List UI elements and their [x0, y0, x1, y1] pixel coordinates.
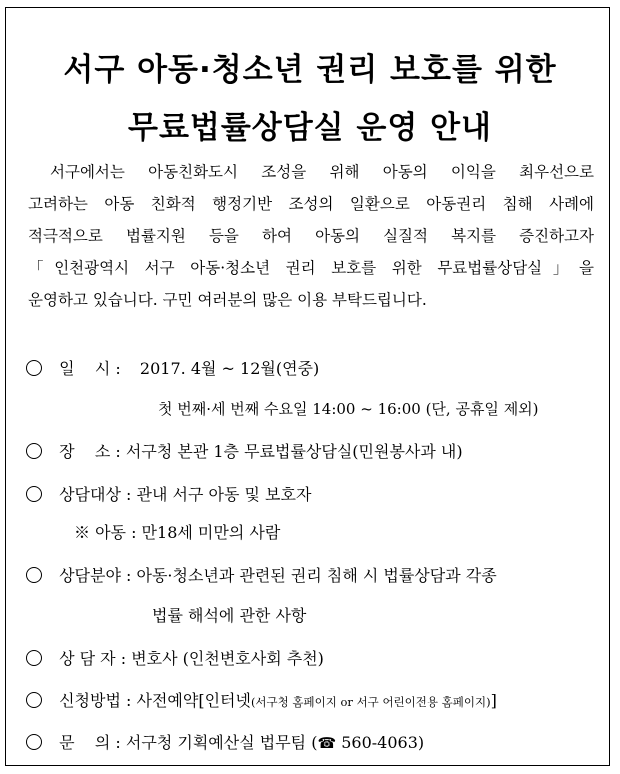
item-place-value: 서구청 본관 1층 무료법률상담실(민원봉사과 내) [125, 442, 463, 461]
intro-line-4: 「인천광역시 서구 아동·청소년 권리 보호를 위한 무료법률상담실」을 [28, 259, 594, 277]
item-target [26, 482, 311, 505]
item-target-note: ※ 아동 : 만18세 미만의 사람 [74, 523, 281, 542]
item-contact [26, 730, 424, 753]
intro-line-2: 고려하는 아동 친화적 행정기반 조성의 일환으로 아동권리 침해 사례에 [28, 195, 594, 213]
circle-bullet-icon [26, 443, 42, 459]
title-line-2: 무료법률상담실 운영 안내 [128, 110, 492, 146]
item-contact-label: 문 의 : [59, 733, 121, 752]
item-apply-value: 사전예약[인터넷 [136, 691, 251, 710]
item-field-value: 아동·청소년과 관련된 권리 침해 시 법률상담과 각종 [136, 566, 497, 585]
item-target-value: 관내 서구 아동 및 보호자 [136, 485, 312, 504]
item-contact-phone: 560-4063) [336, 733, 425, 752]
circle-bullet-icon [26, 734, 42, 750]
circle-bullet-icon [26, 360, 42, 376]
item-apply-value-end: ] [490, 691, 497, 710]
circle-bullet-icon [26, 486, 42, 502]
item-apply-label: 신청방법 : [59, 691, 132, 710]
item-target-label: 상담대상 : [59, 485, 132, 504]
item-field-value-2: 법률 해석에 관한 사항 [152, 606, 307, 625]
item-counselor [26, 646, 324, 669]
item-contact-value: 서구청 기획예산실 법무팀 ( [125, 733, 318, 752]
item-place [26, 439, 463, 462]
item-date-detail: 첫 번째·세 번째 수요일 14:00 ~ 16:00 (단, 공휴일 제외) [158, 400, 539, 418]
circle-bullet-icon [26, 692, 42, 708]
circle-bullet-icon [26, 567, 42, 583]
item-counselor-label: 상 담 자 : [59, 649, 127, 668]
item-place-label: 장 소 : [59, 442, 121, 461]
circle-bullet-icon [26, 650, 42, 666]
item-apply-value-small: (서구청 홈페이지 or 서구 어린이전용 홈페이지) [250, 695, 491, 709]
item-date [26, 356, 319, 379]
item-field [26, 563, 497, 586]
item-date-value: 2017. 4월 ~ 12월(연중) [139, 359, 320, 378]
item-apply [26, 688, 497, 711]
intro-line-5: 운영하고 있습니다. 구민 여러분의 많은 이용 부탁드립니다. [28, 291, 427, 309]
intro-line-1: 서구에서는 아동친화도시 조성을 위해 아동의 이익을 최우선으로 [50, 163, 594, 181]
intro-line-3: 적극적으로 법률지원 등을 하여 아동의 실질적 복지를 증진하고자 [28, 227, 594, 245]
item-field-label: 상담분야 : [59, 566, 132, 585]
phone-icon: ☎ [317, 734, 337, 752]
item-counselor-value: 변호사 (인천변호사회 추천) [131, 649, 324, 668]
title-line-1: 서구 아동·청소년 권리 보호를 위한 [63, 52, 557, 88]
item-date-label: 일 시 : [59, 359, 121, 378]
